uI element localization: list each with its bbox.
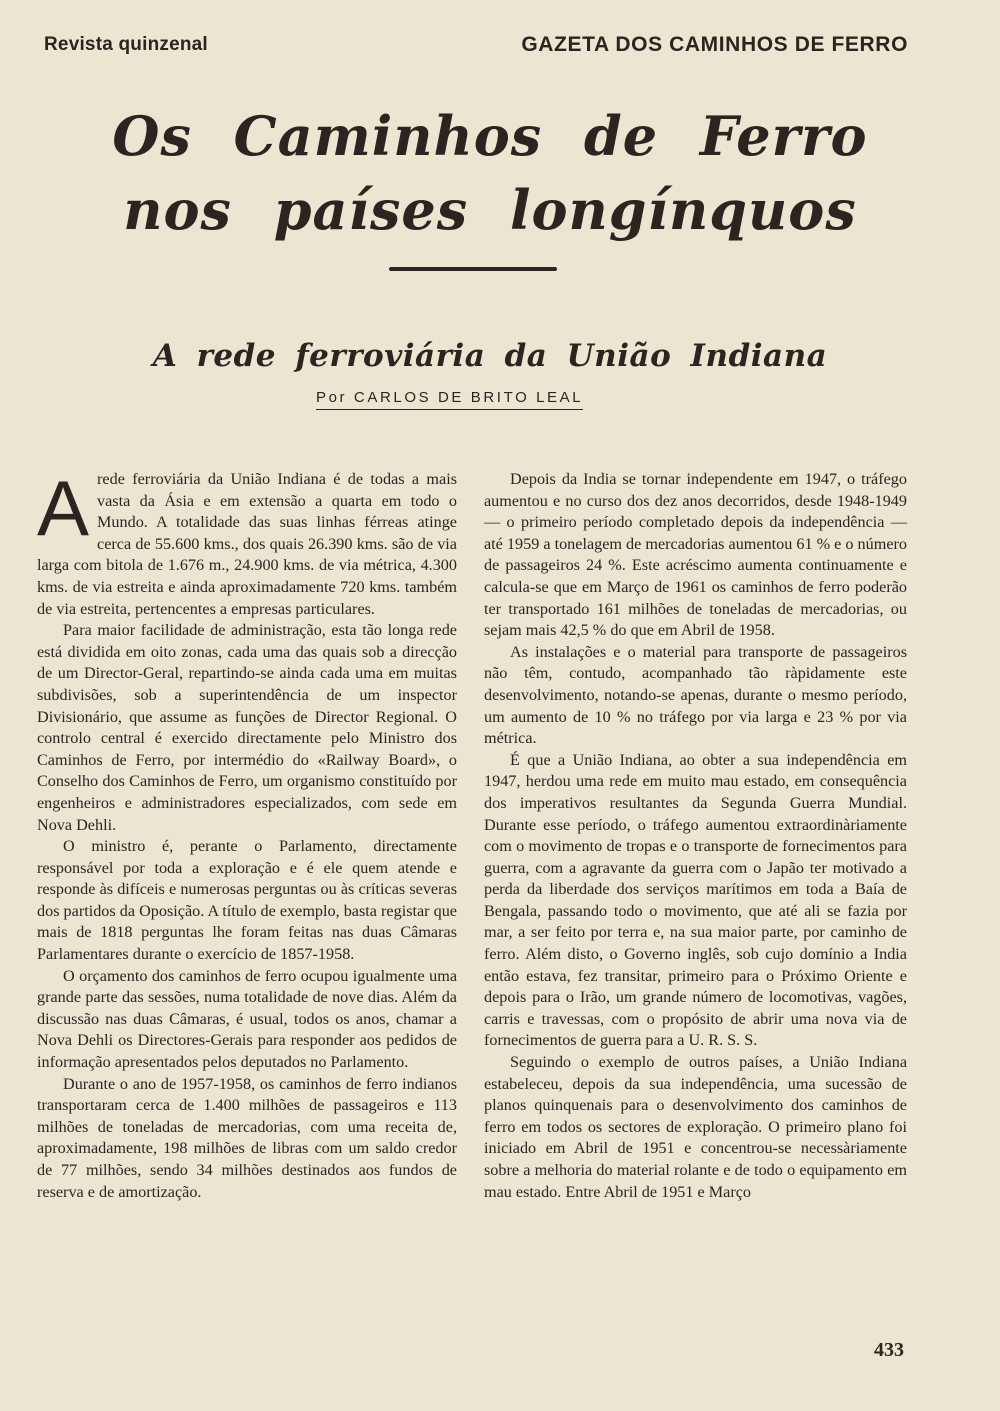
paragraph-text: rede ferroviária da União Indiana é de todas a mais vasta da Ásia e em extensão a quarta em todo o Mundo. A totalidade das suas linhas férreas atinge cerca de 55.600 kms., dos quais 26.390 kms. são de via larga com bitola de 1.676 m., 24.900 kms. de via métrica, 4.300 kms. de via estreita e ainda aproximadamente 720 kms. também de via estreita, pertencentes a empresas particulares. [37, 470, 457, 618]
drop-cap: A [37, 464, 90, 552]
paragraph: É que a União Indiana, ao obter a sua independência em 1947, herdou uma rede em muito mau estado, em consequência dos imperativos resultantes da Segunda Guerra Mundial. Durante esse período, o tráfego aumentou extraordinàriamente com o movimento de tropas e o transporte de fornecimentos para guerra, com a agravante da guerra com o Japão ter motivado a perda da liberdade dos serviços marítimos em toda a Baía de Bengala, passando todo o movimento, que até ali se fazia por mar, a ser feito por terra e, na sua maior parte, por caminho de ferro. Além disto, o Governo inglês, sob cujo domínio a India então estava, fez transitar, primeiro para o Próximo Oriente e depois para o Irão, um grande número de locomotivas, vagões, carris e travessas, com o propósito de abrir uma nova via de fornecimentos de guerra para a U. R. S. S. [484, 750, 907, 1050]
article-title-line-1: Os Caminhos de Ferro [112, 104, 868, 168]
running-header-right: GAZETA DOS CAMINHOS DE FERRO [521, 33, 908, 56]
left-column [37, 464, 457, 1203]
paragraph: Para maior facilidade de administração, esta tão longa rede está dividida em oito zonas, cada uma das quais sob a direcção de um Director-Geral, repartindo-se ainda cada uma em muitas subdivisões, sob a superintendência de um inspector Divisionário, que assume as funções de Director Regional. O controlo central é exercido directamente pelo Ministro dos Caminhos de Ferro, por intermédio do «Railway Board», o Conselho dos Caminhos de Ferro, um organismo constituído por engenheiros e administradores especializados, com sede em Nova Dehli. [37, 621, 457, 834]
paragraph: Depois da India se tornar independente em 1947, o tráfego aumentou e no curso dos dez anos decorridos, desde 1948-1949 — o primeiro período completado depois da independência — até 1959 a tonelagem de mercadorias aumentou 61 % e o número de passageiros 24 %. Este acréscimo aumenta continuamente e calcula-se que em Março de 1961 os caminhos de ferro poderão ter transportado 161 milhões de toneladas de mercadorias, ou sejam mais 42,5 % do que em Abril de 1958. [484, 470, 907, 640]
paragraph: Seguindo o exemplo de outros países, a União Indiana estabeleceu, depois da sua independência, uma sucessão de planos quinquenais para o desenvolvimento dos caminhos de ferro em todos os sectores de exploração. O primeiro plano foi iniciado em Abril de 1951 e concentrou-se necessàriamente sobre a melhoria do material rolante e de todo o equipamento em mau estado. Entre Abril de 1951 e Março [484, 1053, 907, 1201]
article-subtitle: A rede ferroviária da União Indiana [152, 337, 828, 374]
right-column [484, 469, 907, 1203]
running-header-left: Revista quinzenal [44, 34, 208, 55]
article-title-line-2: nos países longínquos [123, 178, 857, 242]
page-number: 433 [874, 1339, 904, 1361]
title-divider [389, 267, 557, 271]
author-byline: Por CARLOS DE BRITO LEAL [316, 389, 583, 410]
paragraph: O orçamento dos caminhos de ferro ocupou igualmente uma grande parte das sessões, numa totalidade de nove dias. Além da discussão nas duas Câmaras, é usual, todos os anos, chamar a Nova Dehli os Directores-Gerais para responder aos pedidos de informação apresentados pelos deputados no Parlamento. [37, 966, 457, 1072]
paragraph: Durante o ano de 1957-1958, os caminhos de ferro indianos transportaram cerca de 1.400 milhões de passageiros e 113 milhões de toneladas de mercadorias, com uma receita de, aproximadamente, 198 milhões de libras com um saldo credor de 77 milhões, sendo 34 milhões destinados aos fundos de reserva e de amortização. [37, 1074, 457, 1201]
paragraph: O ministro é, perante o Parlamento, directamente responsável por toda a exploração e é ele quem atende e responde às difíceis e numerosas perguntas ou às críticas severas dos partidos da Oposição. A título de exemplo, basta registar que mais de 1818 perguntas lhe foram feitas nas duas Câmaras Parlamentares durante o exercício de 1857-1958. [37, 837, 457, 964]
paragraph: As instalações e o material para transporte de passageiros não têm, contudo, acompanhado tão ràpidamente este desenvolvimento, notando-se apenas, durante o mesmo período, um aumento de 10 % no tráfego por via larga e 23 % por via métrica. [484, 642, 907, 748]
paragraph [37, 464, 457, 620]
